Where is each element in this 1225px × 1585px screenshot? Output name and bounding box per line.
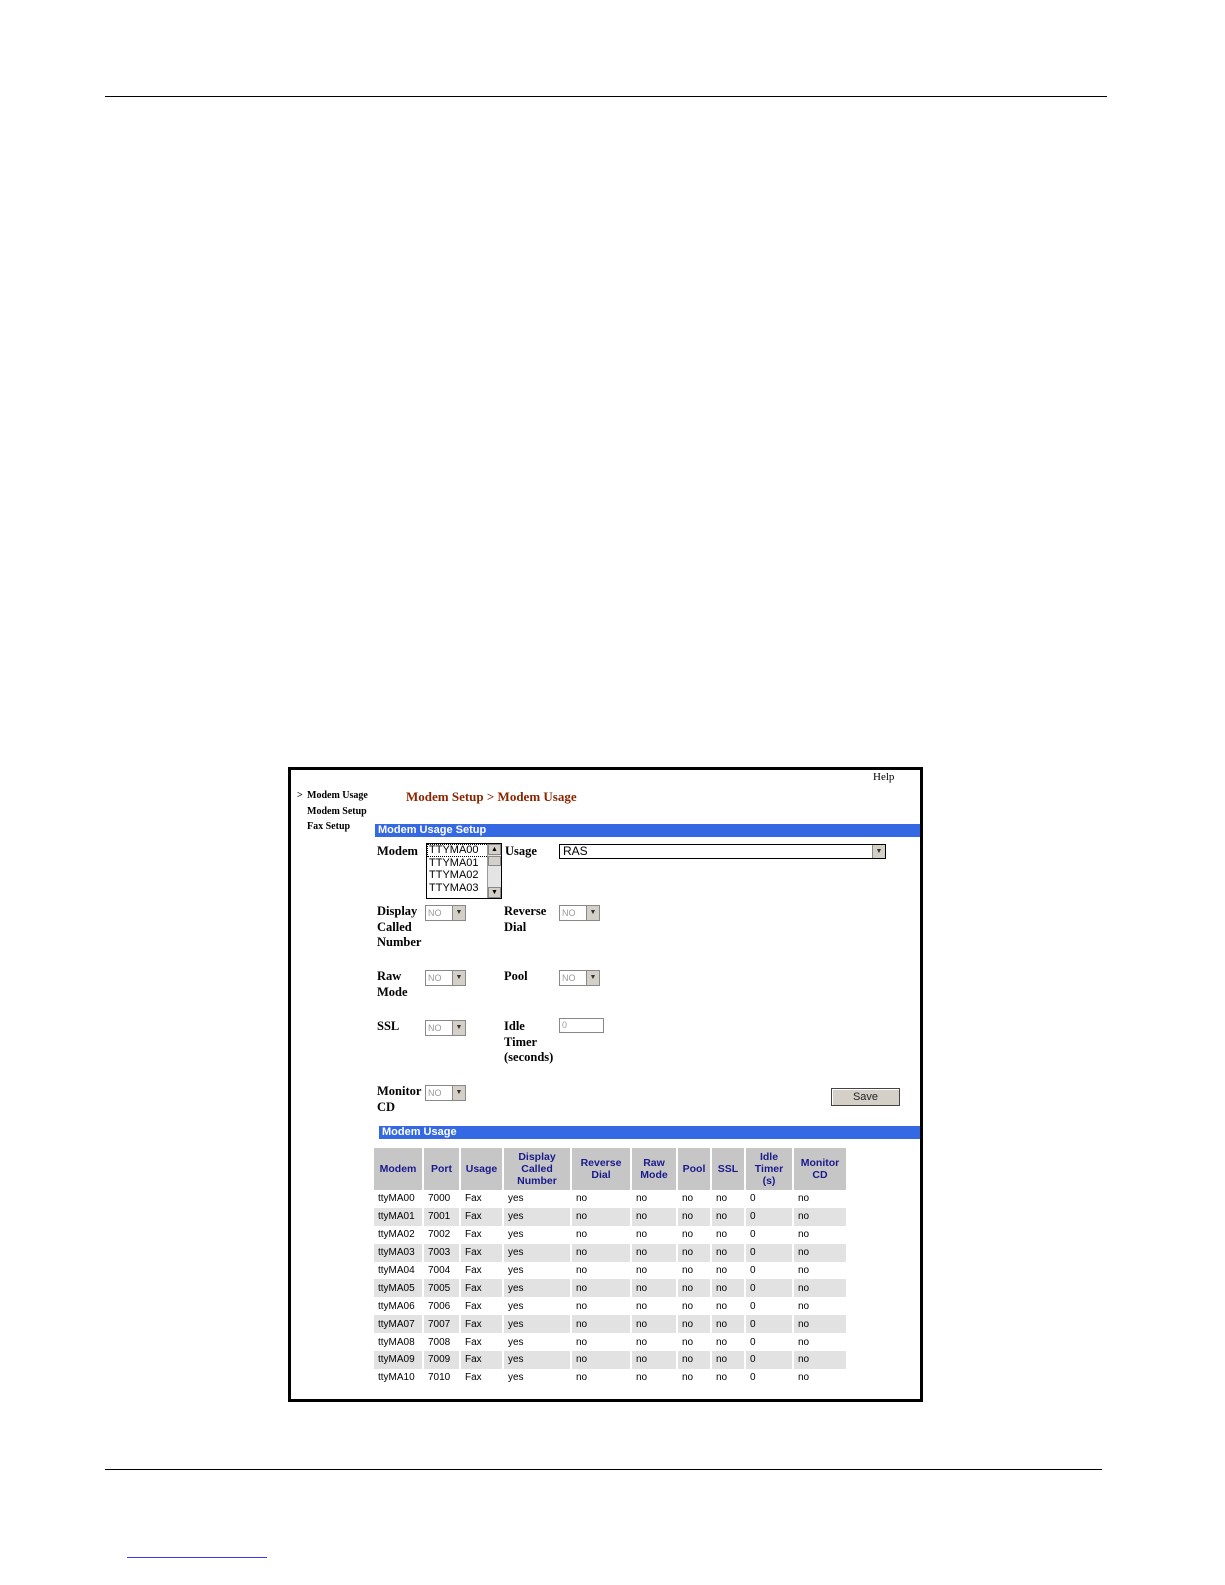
modem-label: Modem <box>377 844 418 858</box>
table-body <box>374 1190 846 1387</box>
cell-port: 7008 <box>428 1336 451 1348</box>
cell-port: 7004 <box>428 1265 451 1276</box>
cell-idle-timer: 0 <box>750 1193 756 1205</box>
cell-ssl: no <box>716 1336 728 1348</box>
chevron-down-icon[interactable]: ▼ <box>452 1021 465 1035</box>
pool-select[interactable]: NO ▼ <box>559 970 600 986</box>
table-row <box>374 1315 846 1333</box>
cell-ssl: no <box>716 1265 728 1276</box>
cell-idle-timer: 0 <box>750 1372 756 1384</box>
usage-select-value: RAS <box>563 844 588 858</box>
idle-timer-input[interactable]: 0 <box>559 1018 604 1033</box>
cell-display-called-number: yes <box>508 1229 524 1241</box>
cell-ssl: no <box>716 1372 728 1384</box>
cell-monitor-cd: no <box>794 1315 846 1333</box>
cell-ssl: no <box>712 1351 744 1369</box>
chevron-down-icon[interactable]: ▼ <box>586 971 599 985</box>
cell-raw-mode: no <box>632 1315 676 1333</box>
listbox-option[interactable]: TTYMA02 <box>429 869 479 882</box>
table-row <box>374 1279 846 1297</box>
cell-modem: ttyMA07 <box>374 1315 422 1333</box>
cell-idle-timer: 0 <box>750 1300 756 1312</box>
nav-item-modem-usage[interactable]: > Modem Usage <box>297 788 368 804</box>
col-header: Modem <box>374 1148 422 1190</box>
cell-reverse-dial: no <box>576 1229 588 1241</box>
ssl-select[interactable]: NO ▼ <box>425 1020 466 1036</box>
cell-ssl: no <box>712 1315 744 1333</box>
cell-modem: ttyMA03 <box>374 1244 422 1262</box>
cell-reverse-dial: no <box>572 1279 630 1297</box>
cell-pool: no <box>682 1300 694 1312</box>
table-row <box>374 1244 846 1262</box>
cell-usage: Fax <box>465 1265 482 1276</box>
page-footer-rule <box>105 1469 1102 1470</box>
cell-ssl: no <box>716 1193 728 1205</box>
table-row <box>374 1333 846 1351</box>
setup-section-header: Modem Usage Setup <box>375 824 920 837</box>
cell-ssl: no <box>716 1300 728 1312</box>
monitor-cd-label: Monitor CD <box>377 1084 422 1114</box>
reverse-dial-label: Reverse Dial <box>504 904 547 934</box>
table-row <box>374 1208 846 1226</box>
cell-ssl: no <box>712 1279 744 1297</box>
cell-display-called-number: yes <box>504 1351 570 1369</box>
col-header: Reverse Dial <box>572 1148 630 1190</box>
cell-port: 7005 <box>424 1279 459 1297</box>
listbox-option[interactable]: TTYMA00 <box>427 844 501 857</box>
ssl-label: SSL <box>377 1019 400 1033</box>
scroll-up-icon[interactable]: ▲ <box>488 844 501 855</box>
table-row <box>374 1297 846 1315</box>
save-button[interactable]: Save <box>831 1088 900 1106</box>
cell-display-called-number: yes <box>508 1372 524 1384</box>
col-header: Display Called Number <box>504 1148 570 1190</box>
cell-display-called-number: yes <box>504 1279 570 1297</box>
monitor-cd-select[interactable]: NO ▼ <box>425 1085 466 1101</box>
cell-usage: Fax <box>461 1315 502 1333</box>
table-row <box>374 1351 846 1369</box>
cell-idle-timer: 0 <box>750 1229 756 1241</box>
raw-mode-label: Raw Mode <box>377 969 408 999</box>
cell-monitor-cd: no <box>798 1229 810 1241</box>
cell-idle-timer: 0 <box>746 1208 792 1226</box>
cell-port: 7009 <box>424 1351 459 1369</box>
table-row <box>374 1190 846 1208</box>
cell-modem: ttyMA01 <box>374 1208 422 1226</box>
cell-port: 7002 <box>428 1229 451 1241</box>
cell-usage: Fax <box>461 1279 502 1297</box>
cell-raw-mode: no <box>632 1244 676 1262</box>
cell-pool: no <box>682 1372 694 1384</box>
side-nav <box>297 788 368 835</box>
cell-idle-timer: 0 <box>750 1265 756 1276</box>
chevron-down-icon[interactable]: ▼ <box>452 1086 465 1100</box>
usage-select[interactable] <box>559 844 886 859</box>
table-row <box>374 1226 846 1244</box>
usage-label: Usage <box>505 844 537 858</box>
cell-raw-mode: no <box>636 1193 648 1205</box>
cell-pool: no <box>682 1336 694 1348</box>
listbox-option[interactable]: TTYMA03 <box>429 881 479 894</box>
display-called-number-label: Display Called Number <box>377 904 422 949</box>
pool-label: Pool <box>504 969 528 983</box>
cell-monitor-cd: no <box>794 1279 846 1297</box>
cell-display-called-number: yes <box>504 1208 570 1226</box>
cell-pool: no <box>682 1265 694 1276</box>
cell-raw-mode: no <box>636 1300 648 1312</box>
cell-usage: Fax <box>461 1244 502 1262</box>
cell-usage: Fax <box>465 1229 482 1241</box>
cell-modem: ttyMA09 <box>374 1351 422 1369</box>
cell-idle-timer: 0 <box>746 1279 792 1297</box>
cell-reverse-dial: no <box>572 1315 630 1333</box>
cell-ssl: no <box>716 1229 728 1241</box>
cell-port: 7001 <box>424 1208 459 1226</box>
col-header: Port <box>424 1148 459 1190</box>
cell-modem: ttyMA05 <box>374 1279 422 1297</box>
cell-reverse-dial: no <box>572 1244 630 1262</box>
table-row <box>374 1262 846 1280</box>
cell-raw-mode: no <box>636 1336 648 1348</box>
cell-ssl: no <box>712 1208 744 1226</box>
cell-raw-mode: no <box>632 1208 676 1226</box>
cell-usage: Fax <box>461 1351 502 1369</box>
cell-port: 7000 <box>428 1193 451 1205</box>
cell-usage: Fax <box>465 1336 482 1348</box>
cell-monitor-cd: no <box>794 1244 846 1262</box>
cell-reverse-dial: no <box>572 1351 630 1369</box>
screenshot-frame <box>288 767 923 1402</box>
page-header-rule <box>105 96 1107 97</box>
modem-listbox[interactable] <box>426 843 502 899</box>
cell-display-called-number: yes <box>508 1300 524 1312</box>
cell-raw-mode: no <box>636 1265 648 1276</box>
col-header: Pool <box>678 1148 710 1190</box>
cell-idle-timer: 0 <box>750 1336 756 1348</box>
cell-display-called-number: yes <box>508 1193 524 1205</box>
breadcrumb: Modem Setup > Modem Usage <box>406 789 577 804</box>
cell-port: 7007 <box>424 1315 459 1333</box>
scroll-down-icon[interactable]: ▼ <box>488 887 501 898</box>
col-header: Usage <box>461 1148 502 1190</box>
raw-mode-select[interactable]: NO ▼ <box>425 970 466 986</box>
display-called-number-select[interactable]: NO ▼ <box>425 905 466 921</box>
cell-display-called-number: yes <box>508 1265 524 1276</box>
cell-raw-mode: no <box>636 1229 648 1241</box>
modem-usage-table <box>372 1148 848 1387</box>
cell-monitor-cd: no <box>794 1351 846 1369</box>
cell-ssl: no <box>712 1244 744 1262</box>
cell-reverse-dial: no <box>576 1193 588 1205</box>
cell-reverse-dial: no <box>576 1372 588 1384</box>
cell-modem: ttyMA10 <box>378 1372 415 1384</box>
chevron-down-icon[interactable]: ▼ <box>452 971 465 985</box>
col-header: SSL <box>712 1148 744 1190</box>
cell-monitor-cd: no <box>798 1265 810 1276</box>
current-marker: > <box>297 790 303 801</box>
cell-display-called-number: yes <box>504 1315 570 1333</box>
cell-modem: ttyMA04 <box>378 1265 415 1276</box>
scroll-thumb[interactable] <box>488 856 501 866</box>
cell-reverse-dial: no <box>576 1265 588 1276</box>
usage-section-header: Modem Usage <box>379 1126 920 1139</box>
col-header: Monitor CD <box>794 1148 846 1190</box>
col-header: Raw Mode <box>632 1148 676 1190</box>
footer-link-underline <box>127 1557 267 1558</box>
chevron-down-icon[interactable]: ▼ <box>872 845 885 858</box>
cell-pool: no <box>682 1229 694 1241</box>
reverse-dial-select[interactable]: NO ▼ <box>559 905 600 921</box>
cell-monitor-cd: no <box>798 1336 810 1348</box>
table-row <box>374 1369 846 1387</box>
idle-timer-label: Idle Timer (seconds) <box>504 1019 554 1064</box>
cell-usage: Fax <box>465 1372 482 1384</box>
listbox-scrollbar[interactable] <box>487 844 501 898</box>
cell-pool: no <box>678 1208 710 1226</box>
cell-modem: ttyMA00 <box>378 1193 415 1205</box>
chevron-down-icon[interactable]: ▼ <box>452 906 465 920</box>
cell-idle-timer: 0 <box>746 1244 792 1262</box>
cell-reverse-dial: no <box>576 1336 588 1348</box>
cell-usage: Fax <box>465 1300 482 1312</box>
help-link[interactable]: Help <box>873 771 895 783</box>
cell-pool: no <box>678 1244 710 1262</box>
cell-port: 7010 <box>428 1372 451 1384</box>
cell-raw-mode: no <box>632 1351 676 1369</box>
cell-monitor-cd: no <box>798 1372 810 1384</box>
listbox-option[interactable]: TTYMA01 <box>429 856 479 869</box>
cell-usage: Fax <box>461 1208 502 1226</box>
cell-monitor-cd: no <box>798 1193 810 1205</box>
cell-raw-mode: no <box>632 1279 676 1297</box>
cell-monitor-cd: no <box>798 1300 810 1312</box>
cell-pool: no <box>678 1279 710 1297</box>
cell-display-called-number: yes <box>508 1336 524 1348</box>
col-header: Idle Timer (s) <box>746 1148 792 1190</box>
cell-monitor-cd: no <box>794 1208 846 1226</box>
cell-raw-mode: no <box>636 1372 648 1384</box>
cell-modem: ttyMA08 <box>378 1336 415 1348</box>
cell-display-called-number: yes <box>504 1244 570 1262</box>
cell-pool: no <box>678 1315 710 1333</box>
cell-port: 7003 <box>424 1244 459 1262</box>
nav-item-modem-setup[interactable]: Modem Setup <box>307 805 367 817</box>
cell-idle-timer: 0 <box>746 1351 792 1369</box>
cell-pool: no <box>678 1351 710 1369</box>
table-header-row <box>374 1148 846 1190</box>
cell-idle-timer: 0 <box>746 1315 792 1333</box>
nav-item-fax-setup[interactable]: Fax Setup <box>307 821 351 832</box>
cell-pool: no <box>682 1193 694 1205</box>
cell-modem: ttyMA06 <box>378 1300 415 1312</box>
cell-reverse-dial: no <box>572 1208 630 1226</box>
cell-reverse-dial: no <box>576 1300 588 1312</box>
cell-modem: ttyMA02 <box>378 1229 415 1241</box>
cell-usage: Fax <box>465 1193 482 1205</box>
cell-port: 7006 <box>428 1300 451 1312</box>
chevron-down-icon[interactable]: ▼ <box>586 906 599 920</box>
